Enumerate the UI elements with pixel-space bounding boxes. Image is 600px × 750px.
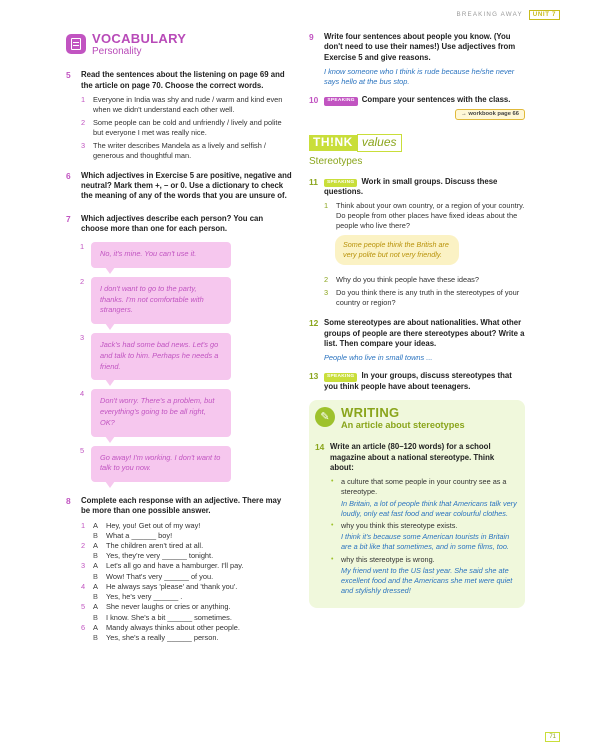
item-number: 1 xyxy=(81,520,86,530)
think-label: TH!NK xyxy=(309,135,357,151)
list-item xyxy=(81,118,292,138)
list-item xyxy=(324,288,525,308)
speaker-a: A xyxy=(93,520,98,530)
line-text: Yes, they're very ______ tonight. xyxy=(106,551,214,561)
list-item xyxy=(324,201,525,231)
bullet-example: My friend went to the US last year. She said she ate excellent food and the Americans she met were quiet and stylishly dressed! xyxy=(341,565,513,596)
exercise-number: 10 xyxy=(309,95,319,106)
exercise-13 xyxy=(309,371,525,392)
vocabulary-title: VOCABULARY xyxy=(92,31,187,46)
dialogue-line-a xyxy=(81,582,292,592)
bullet-icon: • xyxy=(331,521,334,529)
exercise-12 xyxy=(309,318,525,349)
exercise-10 xyxy=(309,95,525,106)
dialogue-line-a xyxy=(81,623,292,633)
exercise-number: 6 xyxy=(66,170,71,181)
page-header xyxy=(457,10,560,20)
exercise-11-items xyxy=(324,201,525,231)
line-text: Mandy always thinks about other people. xyxy=(106,622,240,632)
line-text: Let's all go and have a hamburger. I'll pay. xyxy=(106,561,244,571)
speaking-badge: SPEAKING xyxy=(324,179,357,187)
unit-label: UNIT 7 xyxy=(529,10,560,20)
exercise-instruction: Read the sentences about the listening on page 69 and the article on page 70. Choose the correct words. xyxy=(81,70,285,90)
item-text: Why do you think people have these ideas? xyxy=(336,275,479,285)
dialogue-line-b xyxy=(81,531,292,541)
line-text: He always says 'please' and 'thank you'. xyxy=(106,581,238,591)
speech-bubble: I don't want to go to the party, thanks. I'm not comfortable with strangers. xyxy=(91,277,231,324)
line-text: The children aren't tired at all. xyxy=(106,540,204,550)
think-values-header xyxy=(309,134,525,152)
exercise-instruction xyxy=(324,371,525,392)
workbook-reference[interactable]: → workbook page 66 xyxy=(455,109,525,121)
line-text: Yes, he's very ______ . xyxy=(106,592,183,602)
exercise-number: 13 xyxy=(309,371,319,382)
item-text: Think about your own country, or a region of your country. Do people from other places have fixed ideas about the people who live there? xyxy=(336,201,525,231)
exercise-number: 9 xyxy=(309,32,314,42)
speaker-b: B xyxy=(93,632,98,642)
dialogue-line-a xyxy=(81,561,292,571)
exercise-number: 12 xyxy=(309,318,319,329)
line-text: She never laughs or cries or anything. xyxy=(106,602,231,612)
item-number: 2 xyxy=(81,117,86,127)
right-column xyxy=(309,32,525,608)
writing-panel xyxy=(309,400,525,608)
item-number: 2 xyxy=(81,540,86,550)
speech-bubble-row xyxy=(80,389,292,436)
section-title: BREAKING AWAY xyxy=(456,11,523,18)
line-text: Yes, she's a really ______ person. xyxy=(106,632,219,642)
speaker-a: A xyxy=(93,581,98,591)
exercise-instruction xyxy=(324,177,525,198)
exercise-instruction: Some stereotypes are about nationalities. What other groups of people are there stereotypes about? Write a list. Then compare your ideas. xyxy=(324,318,525,348)
item-text: Some people can be cold and unfriendly / lively and polite but everyone I met was really nice. xyxy=(93,117,282,137)
item-number: 6 xyxy=(81,622,86,632)
example-speech-box: Some people think the British are very polite but not very friendly. xyxy=(335,235,459,265)
bullet-icon: • xyxy=(331,555,334,563)
book-icon xyxy=(66,34,86,54)
vocabulary-header xyxy=(66,32,292,58)
exercise-6 xyxy=(66,171,292,202)
item-text: The writer describes Mandela as a lively and selfish / generous and thoughtful man. xyxy=(93,140,266,160)
example-sentence: People who live in small towns ... xyxy=(324,353,433,363)
speaking-badge: SPEAKING xyxy=(324,373,357,381)
exercise-11 xyxy=(309,177,525,198)
example-sentence: I know someone who I think is rude because he/she never says hello at the bus stop. xyxy=(324,66,515,87)
bubble-number: 4 xyxy=(80,389,85,399)
dialogue-line-a xyxy=(81,521,292,531)
exercise-number: 11 xyxy=(309,176,318,187)
bullet-text: why you think this stereotype exists. xyxy=(341,520,458,530)
writing-header xyxy=(315,406,517,432)
bullet-text: why this stereotype is wrong. xyxy=(341,554,435,564)
speaking-badge: SPEAKING xyxy=(324,97,357,105)
exercise-instruction: Which adjectives describe each person? You can choose more than one for each person. xyxy=(81,213,264,233)
bullet-text: a culture that some people in your country see as a stereotype. xyxy=(341,477,507,497)
bullet-example: I think it's because some American tourists in Britain are a bit like that sometimes, and in some films, too. xyxy=(341,532,510,552)
bubble-number: 5 xyxy=(80,445,85,455)
speaker-b: B xyxy=(93,530,98,540)
speaker-a: A xyxy=(93,622,98,632)
item-number: 3 xyxy=(81,140,86,150)
exercise-11-items-more xyxy=(324,275,525,308)
exercise-number: 8 xyxy=(66,495,71,506)
instruction-text: In your groups, discuss stereotypes that you think people have about teenagers. xyxy=(324,371,512,391)
instruction-text: Compare your sentences with the class. xyxy=(361,95,511,105)
bullet-item xyxy=(331,555,517,565)
exercise-instruction: Write an article (80–120 words) for a school magazine about a national stereotype. Think about: xyxy=(330,442,495,472)
writing-title: WRITING xyxy=(341,405,400,421)
speaker-b: B xyxy=(93,592,98,602)
speech-bubble-row xyxy=(80,333,292,380)
speech-bubble-row xyxy=(80,277,292,324)
values-label: values xyxy=(357,134,402,152)
dialogue-line-b xyxy=(81,592,292,602)
dialogue-line-b xyxy=(81,613,292,623)
dialogue-line-b xyxy=(81,572,292,582)
workbook-ref-row xyxy=(309,109,525,121)
speaker-b: B xyxy=(93,612,98,622)
dialogue-line-b xyxy=(81,633,292,643)
list-item xyxy=(324,275,525,285)
exercise-instruction: Which adjectives in Exercise 5 are positive, negative and neutral? Mark them +, – or 0. Use a dictionary to check the meaning of any of the words that you are unsure of. xyxy=(81,170,292,201)
list-item xyxy=(81,141,292,161)
speech-bubble: No, it's mine. You can't use it. xyxy=(91,242,231,268)
exercise-number: 7 xyxy=(66,213,71,224)
speaker-a: A xyxy=(93,540,98,550)
line-text: I know. She's a bit ______ sometimes. xyxy=(106,612,232,622)
bubble-number: 2 xyxy=(80,276,85,286)
bullet-list xyxy=(331,477,517,596)
item-text: Do you think there is any truth in the stereotypes of your country or region? xyxy=(336,288,520,308)
exercise-instruction: Complete each response with an adjective. There may be more than one possible answer. xyxy=(81,495,282,516)
bubble-number: 1 xyxy=(80,242,85,252)
item-number: 1 xyxy=(81,94,86,104)
speaker-b: B xyxy=(93,551,98,561)
exercise-number: 14 xyxy=(315,442,325,453)
exercise-number: 5 xyxy=(66,70,71,81)
speaker-a: A xyxy=(93,561,98,571)
dialogue-line-a xyxy=(81,602,292,612)
bullet-item xyxy=(331,477,517,497)
exercise-8 xyxy=(66,496,292,517)
dialogue-line-b xyxy=(81,551,292,561)
item-number: 3 xyxy=(81,561,86,571)
exercise-8-items xyxy=(81,521,292,644)
line-text: Hey, you! Get out of my way! xyxy=(106,520,201,530)
exercise-instruction xyxy=(324,95,510,106)
speech-bubble: Go away! I'm working. I don't want to talk to you now. xyxy=(91,446,231,482)
page-number: 71 xyxy=(545,732,560,742)
line-text: Wow! That's very ______ of you. xyxy=(106,571,214,581)
item-number: 2 xyxy=(324,275,329,285)
speech-bubble-row xyxy=(80,446,292,482)
exercise-5 xyxy=(66,70,292,91)
exercise-7 xyxy=(66,214,292,235)
exercise-instruction: Write four sentences about people you know. (You don't need to use their names!) Use adjectives from Exercise 5 and give reasons. xyxy=(324,32,516,62)
item-number: 1 xyxy=(324,201,329,211)
bullet-item xyxy=(331,521,517,531)
pencil-icon: ✎ xyxy=(315,407,335,427)
exercise-5-items xyxy=(81,95,292,161)
instruction-text: Work in small groups. Discuss these questions. xyxy=(324,176,498,197)
item-number: 4 xyxy=(81,581,86,591)
speech-bubble: Don't worry. There's a problem, but everything's going to be all right, OK? xyxy=(91,389,231,436)
speech-bubble-row xyxy=(80,242,292,268)
list-item xyxy=(81,95,292,115)
dialogue-line-a xyxy=(81,541,292,551)
exercise-14 xyxy=(315,442,517,473)
vocabulary-subtitle: Personality xyxy=(92,46,142,58)
exercise-9 xyxy=(309,32,525,63)
writing-subtitle: An article about stereotypes xyxy=(341,420,465,431)
bullet-icon: • xyxy=(331,478,334,486)
speech-bubble: Jack's had some bad news. Let's go and talk to him. Perhaps he needs a friend. xyxy=(91,333,231,380)
speaker-a: A xyxy=(93,602,98,612)
bullet-example: In Britain, a lot of people think that Americans talk very loudly, only eat fast food and wear colourful clothes. xyxy=(341,498,517,518)
line-text: What a ______ boy! xyxy=(106,530,173,540)
speaker-b: B xyxy=(93,571,98,581)
section-heading: Stereotypes xyxy=(309,156,363,168)
item-number: 5 xyxy=(81,602,86,612)
left-column xyxy=(66,32,292,643)
bubble-number: 3 xyxy=(80,333,85,343)
item-number: 3 xyxy=(324,288,329,298)
item-text: Everyone in India was shy and rude / warm and kind even when we didn't understand each other well. xyxy=(93,94,283,114)
